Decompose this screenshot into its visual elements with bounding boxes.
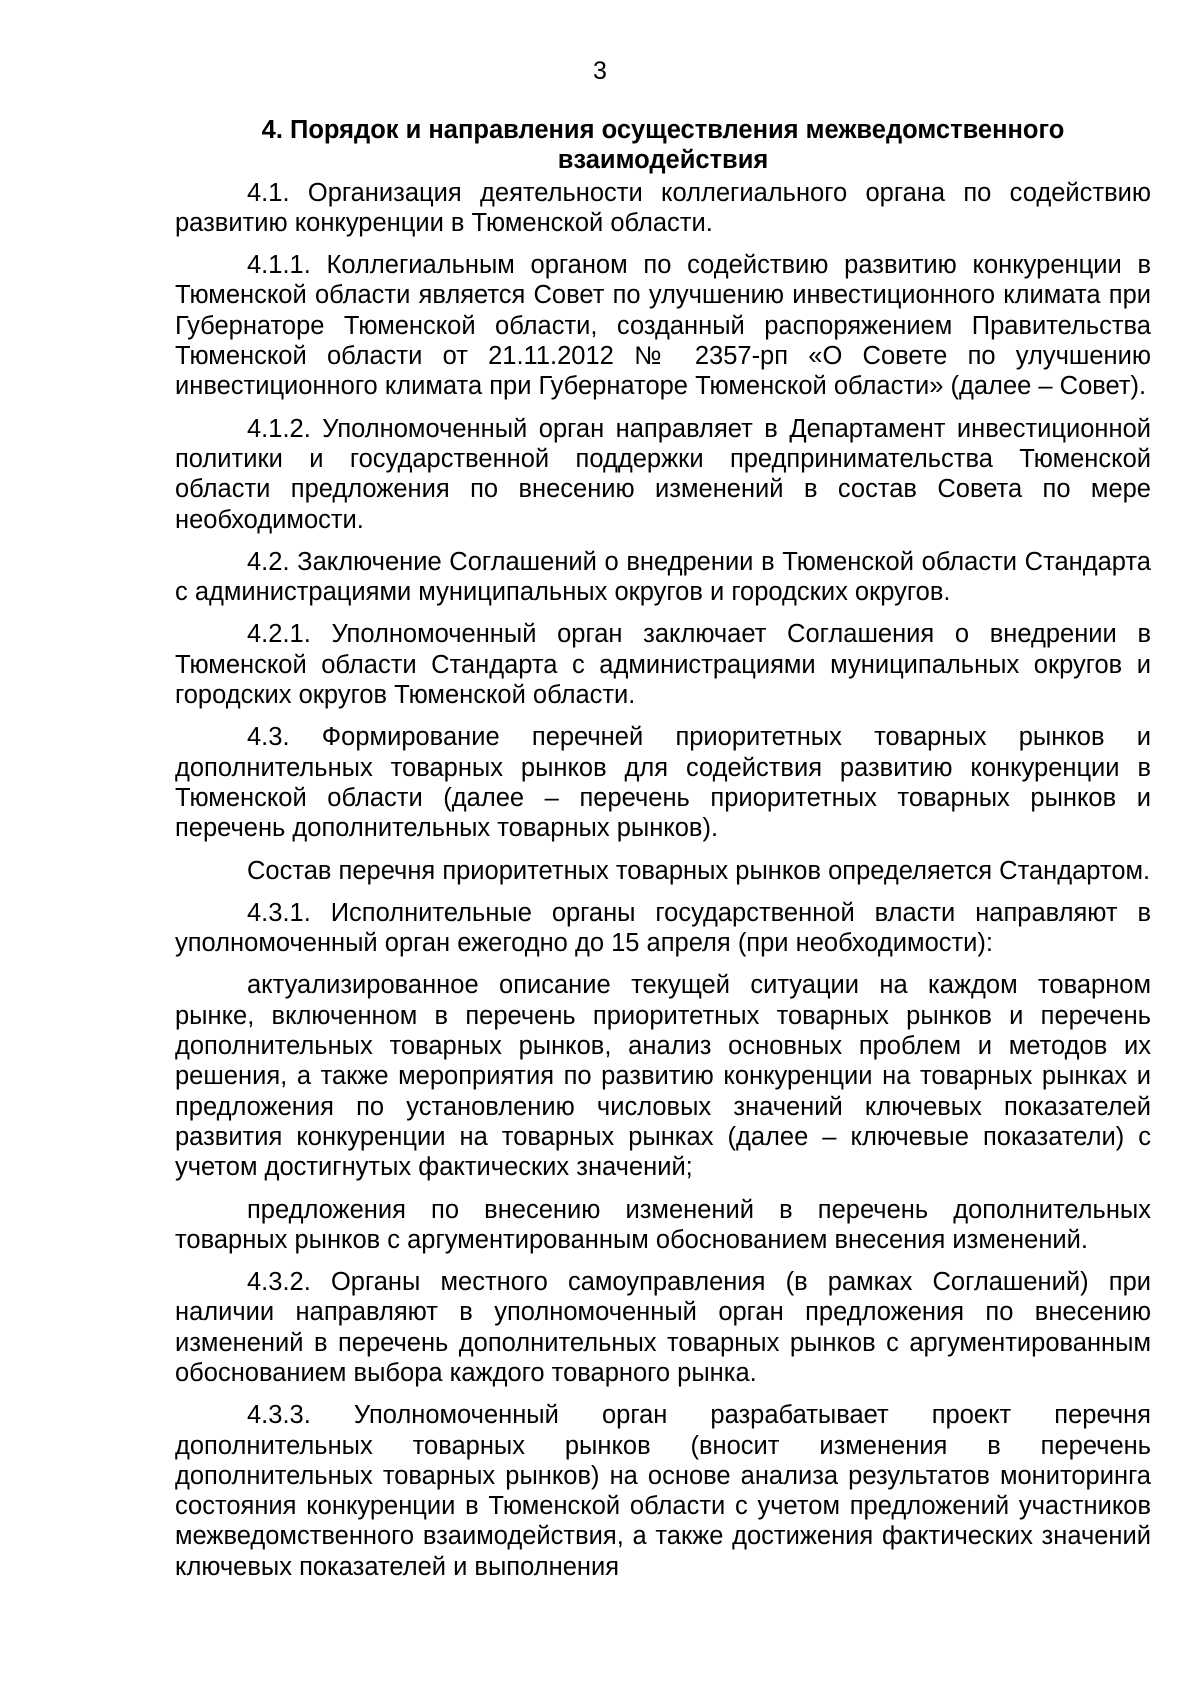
document-body: [175, 115, 1151, 1594]
paragraph-4-3-1-item-2: предложения по внесению изменений в перечень дополнительных товарных рынков с аргументированным обоснованием внесения изменений.: [175, 1195, 1151, 1254]
section-heading: [175, 115, 1151, 176]
section-heading-line-2: взаимодействия: [557, 146, 769, 175]
paragraph-4-3-1: 4.3.1. Исполнительные органы государственной власти направляют в уполномоченный орган ежегодно до 15 апреля (при необходимости):: [175, 898, 1151, 958]
page-number: 3: [593, 57, 607, 85]
paragraph-4-3-3: 4.3.3. Уполномоченный орган разрабатывает проект перечня дополнительных товарных рынков (вносит изменения в перечень дополнительных товарных рынков) на основе анализа результатов мониторинга состояния конкуренции в Тюменской области с учетом предложений участников межведомственного взаимодействия, а также достижения фактических значений ключевых показателей и выполнения: [175, 1401, 1151, 1581]
paragraph-4-2-1: 4.2.1. Уполномоченный орган заключает Соглашения о внедрении в Тюменской области Стандарта с администрациями муниципальных округов и городских округов Тюменской области.: [175, 620, 1151, 710]
paragraph-4-3-composition: Состав перечня приоритетных товарных рынков определяется Стандартом.: [247, 856, 1151, 885]
paragraph-4-1: 4.1. Организация деятельности коллегиального органа по содействию развитию конкуренции в Тюменской области.: [175, 178, 1151, 237]
paragraph-4-2: 4.2. Заключение Соглашений о внедрении в Тюменской области Стандарта с администрациями муниципальных округов и городских округов.: [175, 547, 1151, 607]
paragraph-4-1-2: 4.1.2. Уполномоченный орган направляет в Департамент инвестиционной политики и государственной поддержки предпринимательства Тюменской области предложения по внесению изменений в состав Совета по мере необходимости.: [175, 414, 1151, 534]
paragraph-4-3-2: 4.3.2. Органы местного самоуправления (в рамках Соглашений) при наличии направляют в уполномоченный орган предложения по внесению изменений в перечень дополнительных товарных рынков с аргументированным обоснованием выбора каждого товарного рынка.: [175, 1268, 1151, 1387]
paragraph-4-3: 4.3. Формирование перечней приоритетных товарных рынков и дополнительных товарных рынков для содействия развитию конкуренции в Тюменской области (далее – перечень приоритетных товарных рынков и перечень дополнительных товарных рынков).: [175, 723, 1151, 843]
paragraph-4-3-1-item-1: актуализированное описание текущей ситуации на каждом товарном рынке, включенном в перечень приоритетных товарных рынков и перечень дополнительных товарных рынков, анализ основных проблем и методов их решения, а также мероприятия по развитию конкуренции на товарных рынках и предложения по установлению числовых значений ключевых показателей развития конкуренции на товарных рынках (далее – ключевые показатели) с учетом достигнутых фактических значений;: [175, 971, 1151, 1182]
section-heading-line-1: 4. Порядок и направления осуществления межведомственного: [261, 116, 1065, 144]
paragraph-4-1-1: 4.1.1. Коллегиальным органом по содействию развитию конкуренции в Тюменской области является Совет по улучшению инвестиционного климата при Губернаторе Тюменской области, созданный распоряжением Правительства Тюменской области от 21.11.2012 № 2357-рп «О Совете по улучшению инвестиционного климата при Губернаторе Тюменской области» (далее – Совет).: [175, 251, 1151, 401]
